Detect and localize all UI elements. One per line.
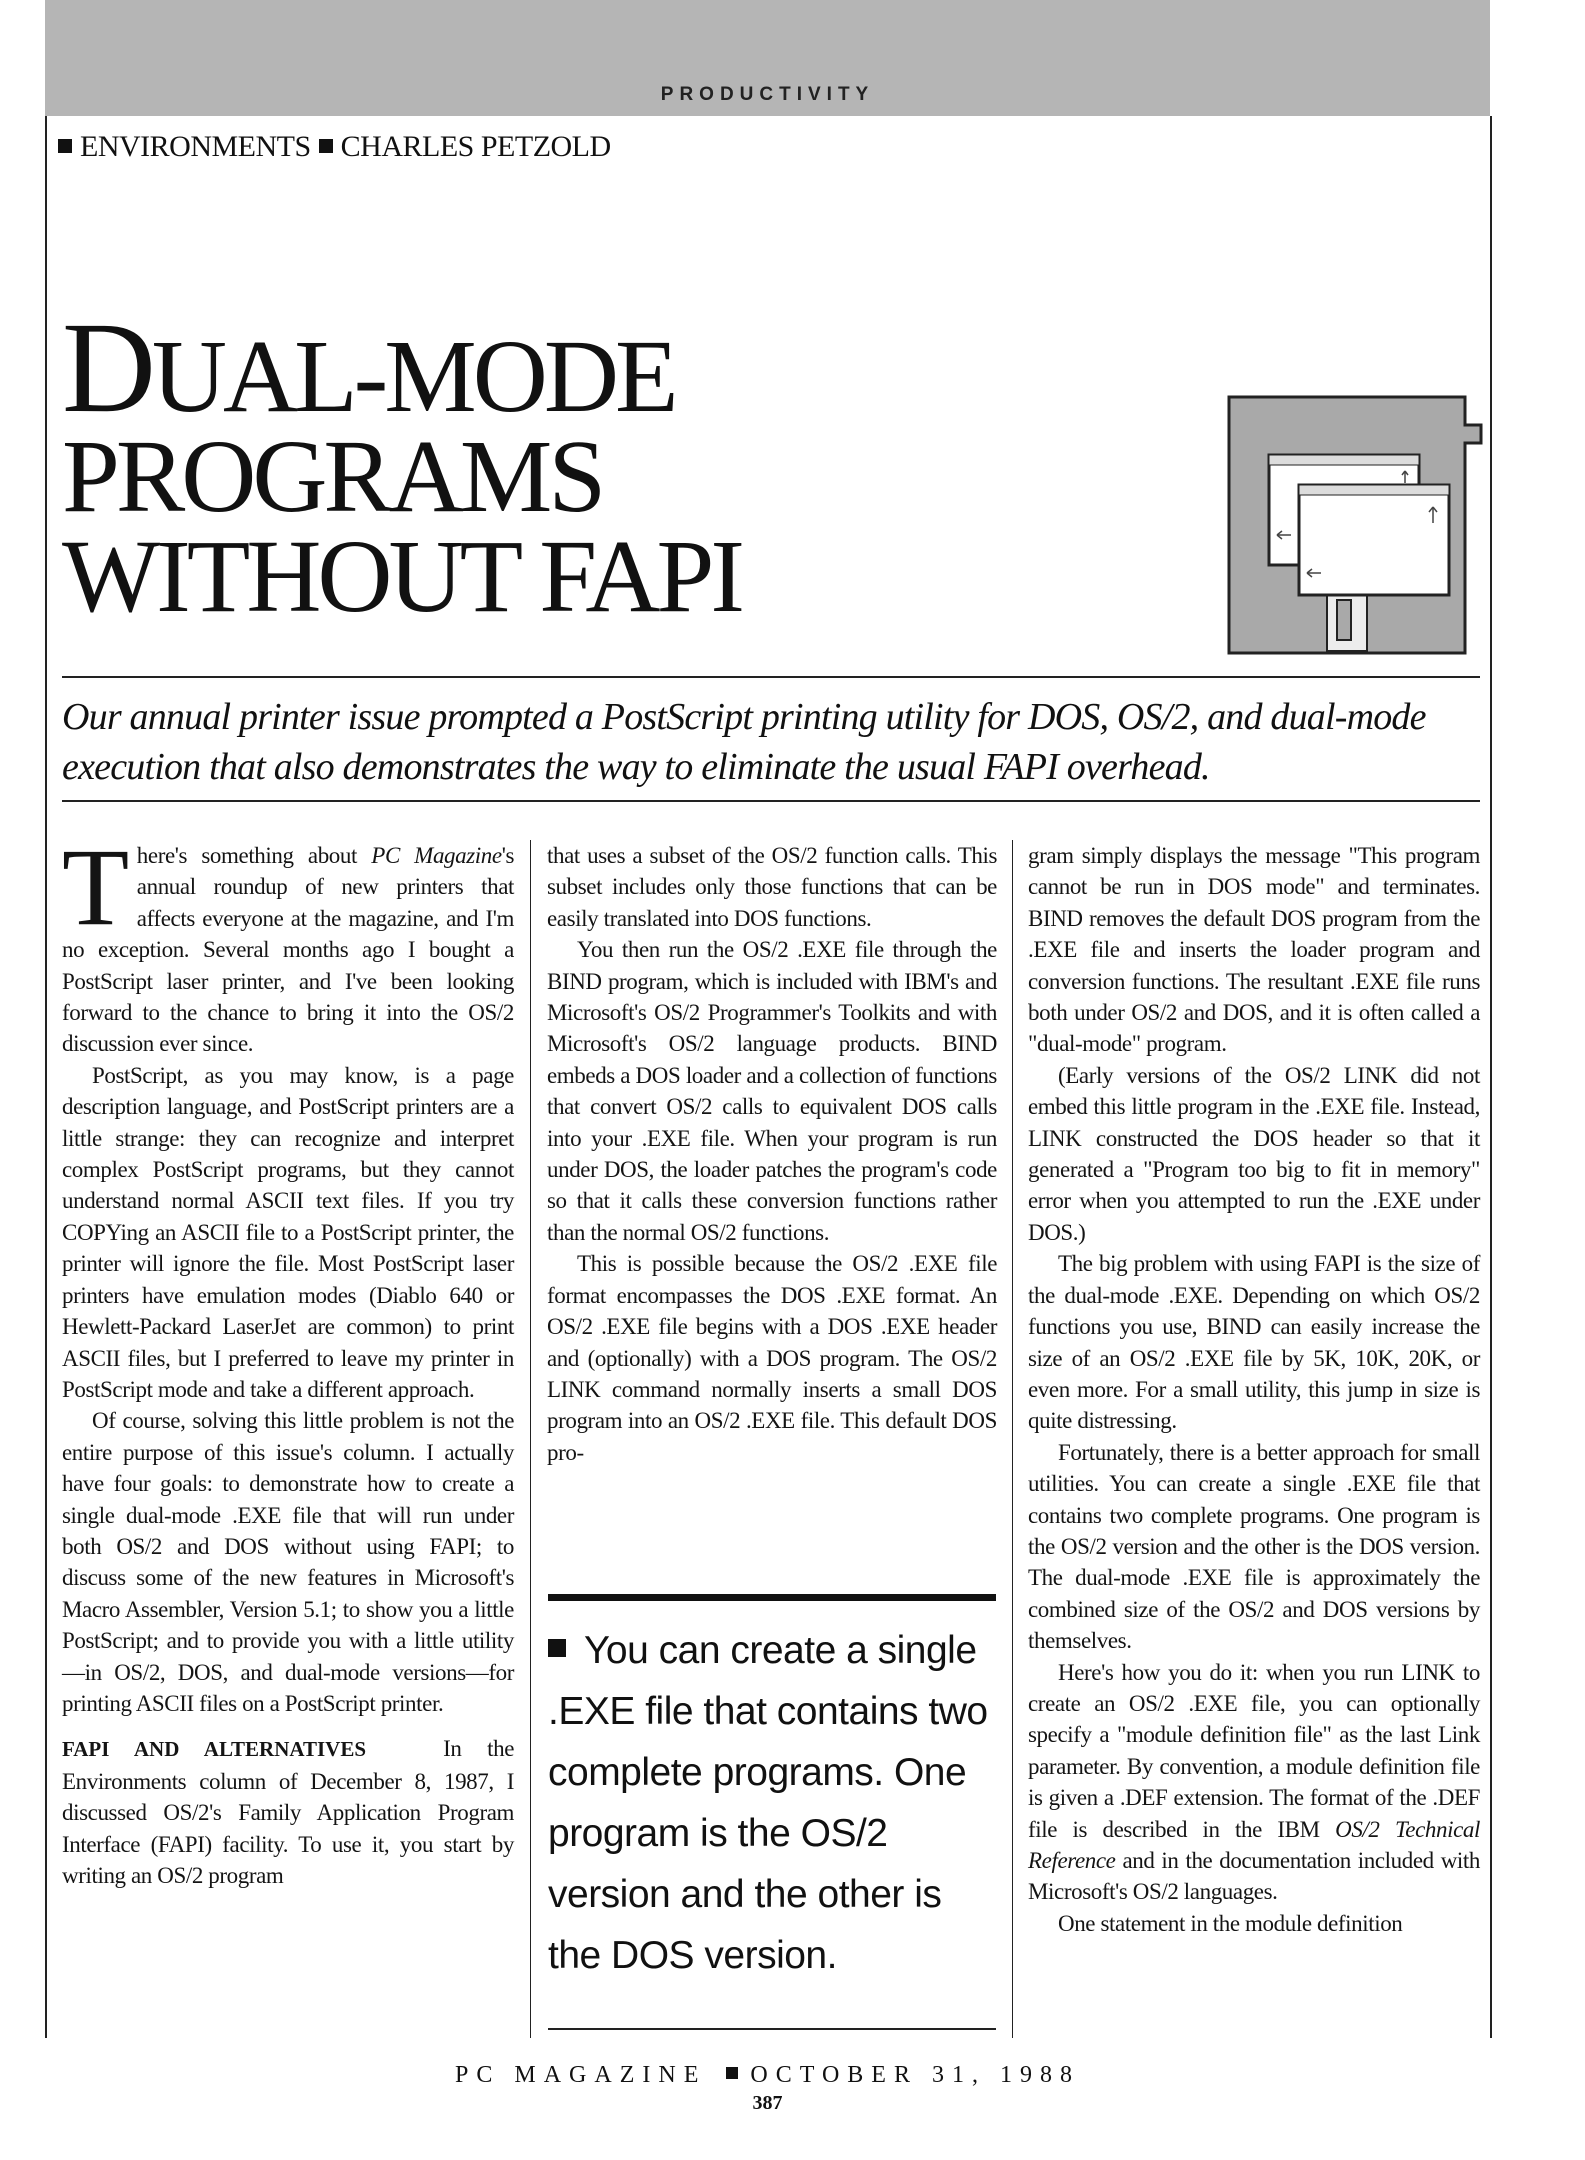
page-footer [45, 2062, 1490, 2089]
title-line-2: PROGRAMS [62, 419, 603, 534]
paragraph: One statement in the module definition [1058, 1910, 1403, 1936]
paragraph: FAPI AND ALTERNATIVES In the Environments column of December 8, 1987, I discussed OS/2's Family Application Program Interface (FAPI) facility. To use it, you start by writing an OS/2 program [62, 1736, 515, 1888]
reference-title: OS/2 Technical Reference [1028, 1816, 1480, 1873]
paragraph: gram simply displays the message "This program cannot be run in DOS mode" and terminates. BIND removes the default DOS program from the .EXE file and inserts the loader program and conversion functions. The resultant .EXE file runs both under OS/2 and DOS, and it is often called a "dual-mode" program. [1028, 843, 1480, 1057]
issue-date: OCTOBER 31, 1988 [750, 2062, 1080, 2088]
page-number: 387 [752, 2092, 783, 2114]
paragraph: You then run the OS/2 .EXE file through the BIND program, which is included with IBM's and Microsoft's OS/2 Programmer's Toolkits and with Microsoft's OS/2 language products. BIND embeds a DOS loader and a collection of functions that convert OS/2 calls to equivalent DOS calls into your .EXE file. When your program is run under DOS, the loader patches the program's code so that it calls these conversion functions rather than the normal OS/2 functions. [547, 937, 997, 1245]
paragraph: (Early versions of the OS/2 LINK did not embed this little program in the .EXE file. Instead, LINK constructed the DOS header so that it generated a "Program too big to fit in memory" error when you attempted to run the .EXE under DOS.) [1028, 1062, 1480, 1245]
body-column-2 [547, 840, 997, 1468]
floppy-disk-windows-illustration [1227, 395, 1483, 655]
right-border [1490, 116, 1492, 2038]
left-border [45, 116, 47, 2038]
column-divider-2 [1012, 840, 1013, 2038]
article-deck: Our annual printer issue prompted a PostScript printing utility for DOS, OS/2, and dual-mode execution that also demonstrates the way to eliminate the usual FAPI overhead. [62, 696, 1426, 788]
paragraph: This is possible because the OS/2 .EXE file format encompasses the DOS .EXE format. An OS/2 .EXE file begins with a DOS .EXE header and (optionally) with a DOS program. The OS/2 LINK command normally inserts a small DOS program into an OS/2 .EXE file. This default DOS pro- [547, 1251, 997, 1465]
subhead: FAPI AND ALTERNATIVES [62, 1737, 367, 1762]
bullet-square-icon [726, 2067, 738, 2079]
bullet-square-icon [548, 1639, 566, 1657]
publication-name: PC Magazine [371, 843, 502, 868]
title-line-3: WITHOUT FAPI [62, 519, 741, 634]
deck-rule-bottom [62, 800, 1480, 802]
author-name: CHARLES PETZOLD [340, 130, 611, 163]
bullet-square-icon [58, 139, 72, 153]
byline [58, 130, 611, 164]
paragraph: Of course, solving this little problem is not the entire purpose of this issue's column. I actually have four goals: to demonstrate how to create a single dual-mode .EXE file that will run under both OS/2 and DOS without using FAPI; to discuss some of the new features in Microsoft's Macro Assembler, Version 5.1; to show you a little PostScript; and to provide you with a little utility—in OS/2, DOS, and dual-mode versions—for printing ASCII files on a PostScript printer. [62, 1408, 514, 1716]
column-name: ENVIRONMENTS [80, 130, 311, 163]
title-line-1 [62, 296, 842, 440]
paragraph: PostScript, as you may know, is a page description language, and PostScript printers are a little strange: they can recognize and interpret complex PostScript programs, but they cannot understand normal ASCII text files. If you try COPYing an ASCII file to a PostScript printer, the printer will ignore the file. Most PostScript laser printers have emulation modes (Diablo 640 or Hewlett-Packard LaserJet are common) to print ASCII files, but I preferred to leave my printer in PostScript mode and take a different approach. [62, 1062, 514, 1402]
bullet-square-icon [319, 139, 333, 153]
pullquote-rule-bottom [548, 2028, 996, 2030]
column-divider-1 [530, 840, 531, 2038]
drop-cap: T [62, 826, 129, 948]
title-line-1-rest: UAL-MODE [151, 319, 675, 434]
section-label: PRODUCTIVITY [660, 84, 875, 105]
article-title [62, 296, 842, 634]
magazine-name: PC MAGAZINE [455, 2062, 707, 2088]
deck-rule-top [62, 676, 1480, 678]
paragraph: that uses a subset of the OS/2 function calls. This subset includes only those functions that can be easily translated into DOS functions. [547, 843, 997, 931]
pull-quote: You can create a single .EXE file that contains two complete programs. One program is the OS/2 version and the other is the DOS version. [548, 1629, 988, 1977]
body-column-3 [1028, 840, 1480, 1939]
front-window-icon [1299, 485, 1449, 595]
paragraph: There's something about PC Magazine's annual roundup of new printers that affects everyone at the magazine, and I'm no exception. Several months ago I bought a PostScript laser printer, and I've been looking forward to the chance to bring it into the OS/2 discussion ever since. [62, 826, 514, 1057]
paragraph: The big problem with using FAPI is the size of the dual-mode .EXE. Depending on which OS/2 functions you use, BIND can easily increase the size of an OS/2 .EXE file by 5K, 10K, 20K, or even more. For a small utility, this jump in size is quite distressing. [1028, 1251, 1480, 1434]
pullquote-rule-top [548, 1594, 996, 1601]
paragraph: Here's how you do it: when you run LINK to create an OS/2 .EXE file, you can optionally specify a "module definition file" as the last Link parameter. By convention, a module definition file is given a .DEF extension. The format of the .DEF file is described in the IBM OS/2 Technical Reference and in the documentation included with Microsoft's OS/2 languages. [1028, 1659, 1480, 1905]
title-initial: D [62, 296, 152, 440]
paragraph: Fortunately, there is a better approach for small utilities. You can create a single .EXE file that contains two complete programs. One program is the OS/2 version and the other is the DOS version. The dual-mode .EXE file is approximately the combined size of the OS/2 and DOS versions by themselves. [1028, 1439, 1480, 1654]
body-column-1 [62, 826, 515, 1891]
